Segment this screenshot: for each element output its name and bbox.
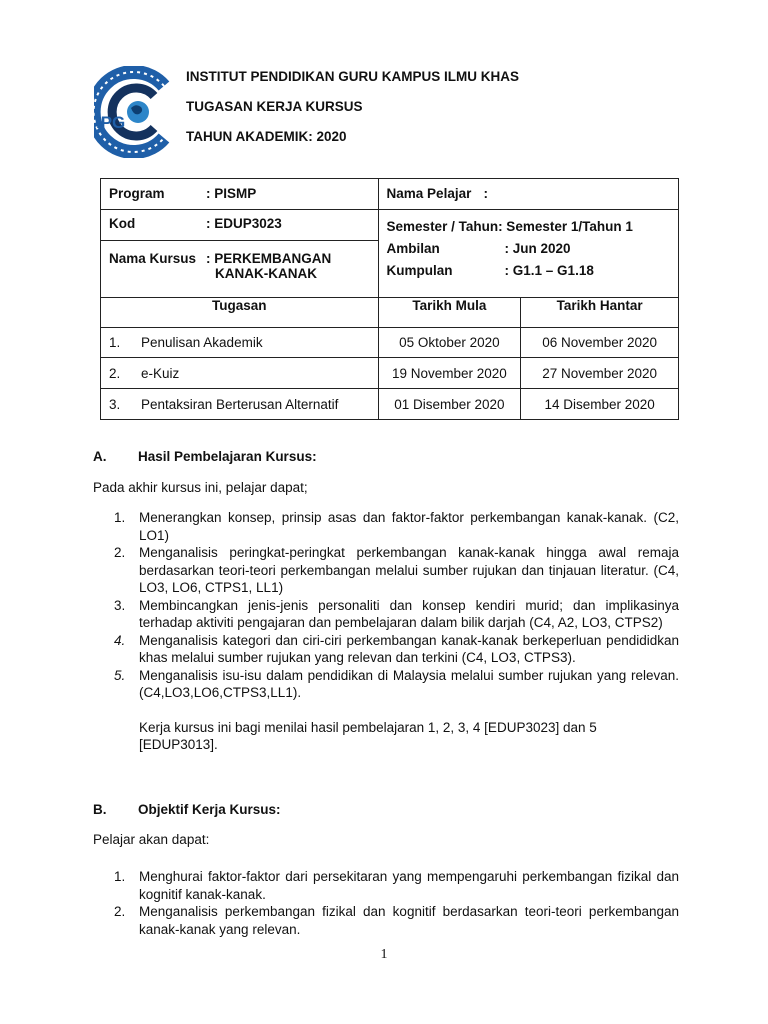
ipg-logo [94, 66, 178, 158]
list-item: 5. Menganalisis isu-isu dalam pendidikan di Malaysia melalui sumber rujukan yang relevan. (C4,LO3,LO6,CTPS3,LL1). [114, 667, 679, 700]
document-header [186, 69, 519, 159]
assessment-note: Kerja kursus ini bagi menilai hasil pembelajaran 1, 2, 3, 4 [EDUP3023] dan 5 [EDUP3013]. [139, 719, 597, 752]
section-b-list [93, 868, 679, 938]
list-item: 4. Menganalisis kategori dan ciri-ciri perkembangan kanak-kanak berkeperluan pendididkan khas melalui sumber rujukan yang relevan dan terkini (C4, LO3, CTPS3). [114, 632, 679, 665]
list-item: 3. Membincangkan jenis-jenis personaliti dan konsep kendiri murid; dan implikasinya terhadap aktiviti pengajaran dan pembelajaran dalam bilik darjah (C4, A2, LO3, CTPS2) [114, 597, 679, 630]
section-b-intro: Pelajar akan dapat: [93, 832, 210, 847]
intake-line: Ambilan : Jun 2020 [386, 241, 571, 256]
institution-name: INSTITUT PENDIDIKAN GURU KAMPUS ILMU KHAS [186, 69, 519, 84]
header-due-date: Tarikh Hantar [521, 298, 679, 328]
header-start-date: Tarikh Mula [378, 298, 521, 328]
task-row: 3. Pentaksiran Berterusan Alternatif 01 Disember 2020 14 Disember 2020 [101, 389, 679, 420]
task-row: 2. e-Kuiz 19 November 2020 27 November 2020 [101, 358, 679, 389]
list-item: 2. Menganalisis perkembangan fizikal dan kognitif berdasarkan teori-teori perkembangan kanak-kanak yang relevan. [114, 904, 679, 937]
page-number: 1 [380, 947, 388, 962]
task-row: 1. Penulisan Akademik 05 Oktober 2020 06 November 2020 [101, 328, 679, 358]
list-item: 1. Menghurai faktor-faktor dari persekitaran yang mempengaruhi perkembangan fizikal dan kognitif kanak-kanak. [114, 869, 679, 902]
section-a-heading: A. Hasil Pembelajaran Kursus: [93, 449, 317, 464]
semester-line: Semester / Tahun: Semester 1/Tahun 1 [386, 219, 633, 234]
section-a-intro: Pada akhir kursus ini, pelajar dapat; [93, 480, 308, 495]
student-name-cell: Nama Pelajar : [378, 179, 678, 210]
section-b-heading: B. Objektif Kerja Kursus: [93, 802, 281, 817]
section-a-list [93, 509, 679, 754]
svg-text:iPG: iPG [96, 113, 126, 132]
academic-year: TAHUN AKADEMIK: 2020 [186, 129, 347, 144]
course-info-table [100, 178, 679, 420]
group-line: Kumpulan : G1.1 – G1.18 [386, 263, 594, 278]
list-item: 1. Menerangkan konsep, prinsip asas dan faktor-faktor perkembangan kanak-kanak. (C2, LO1) [114, 510, 679, 543]
code-cell: Kod : EDUP3023 [101, 210, 379, 241]
list-item: 2. Menganalisis peringkat-peringkat perkembangan kanak-kanak hingga awal remaja berdasarkan teori-teori perkembangan melalui sumber rujukan dan tinjauan literatur. (C4, LO3, LO6, CTPS1, LL1) [114, 545, 679, 595]
header-tugasan: Tugasan [101, 298, 379, 328]
document-type: TUGASAN KERJA KURSUS [186, 99, 363, 114]
course-name-cell: Nama Kursus : PERKEMBANGAN KANAK-KANAK [101, 241, 379, 298]
semester-cell [378, 210, 678, 298]
program-cell: Program : PISMP [101, 179, 379, 210]
